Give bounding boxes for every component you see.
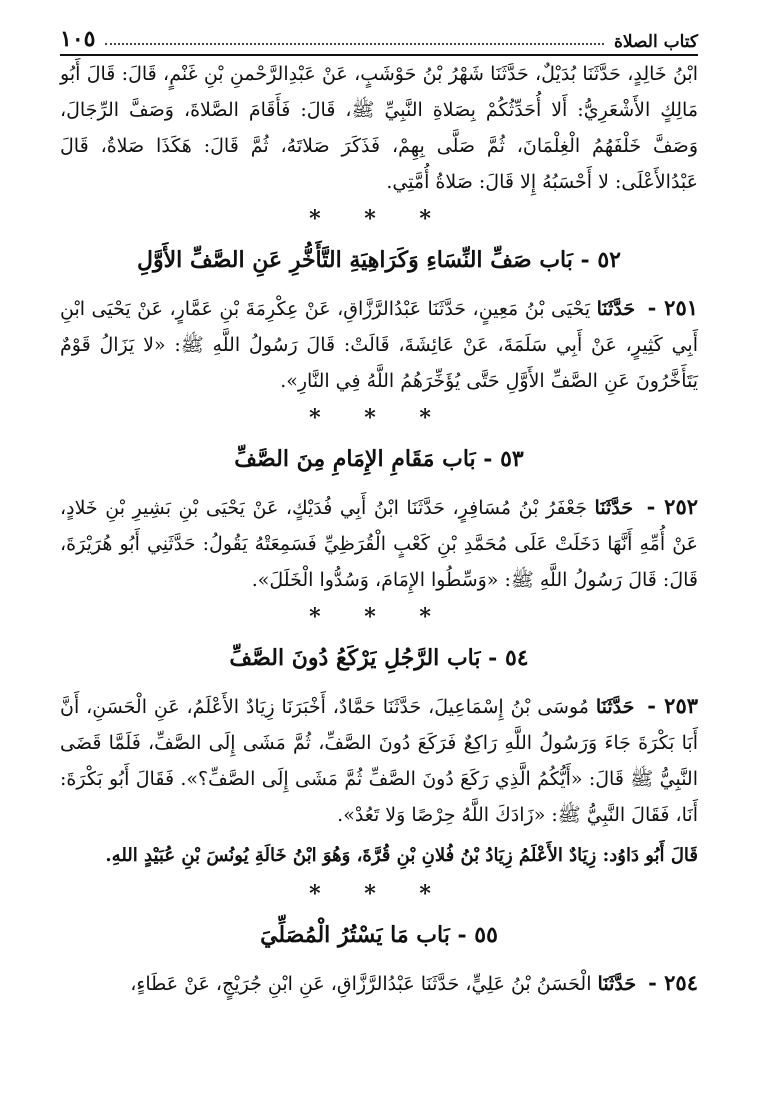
hadith-lead: حَدَّثَنَا bbox=[596, 298, 636, 320]
hadith-lead: حَدَّثَنَا bbox=[595, 696, 635, 718]
header-dotted-leader bbox=[105, 43, 604, 45]
chapter-heading-53: ٥٣ - بَاب مَقَامِ الإِمَامِ مِنَ الصَّفِّ bbox=[234, 446, 524, 472]
section-separator: * * * bbox=[309, 405, 449, 431]
hadith-number: ٢٥٤ - bbox=[648, 970, 698, 995]
section-separator: * * * bbox=[309, 881, 449, 907]
paragraph-continued: ابْنُ خَالِدٍ، حَدَّثَنَا بُدَيْلٌ، حَدَّثَنَا شَهْرُ بْنُ حَوْشَبٍ، عَنْ عَبْدِالرَّحْمنِ بْنِ غَنْمٍ، قَالَ: قَالَ أَبُو مَالِكٍ الأَشْعَرِيُّ: أَلا أُحَدِّثُكُمْ بِصَلاةِ النَّبِيِّ ﷺ، قَالَ: فَأَقَامَ الصَّلاةَ، وَصَفَّ الرِّجَالَ، وَصَفَّ خَلْفَهُمُ الْغِلْمَانَ، ثُمَّ صَلَّى بِهِمْ، فَذَكَرَ صَلاتَهُ، ثُمَّ قَالَ: هَكَذَا صَلاةُ، قَالَ عَبْدُالأَعْلَى: لا أَحْسَبُهُ إِلا قَالَ: صَلاةُ أُمَّتِي. bbox=[60, 63, 698, 193]
page-body bbox=[60, 56, 698, 1002]
hadith-number: ٢٥١ - bbox=[647, 295, 699, 320]
chapter-heading-52: ٥٢ - بَاب صَفِّ النِّسَاءِ وَكَرَاهِيَةِ التَّأَخُّرِ عَنِ الصَّفِّ الأَوَّلِ bbox=[137, 247, 621, 273]
hadith-text: يَحْيَى بْنُ مَعِينٍ، حَدَّثَنَا عَبْدُالرَّزَّاقِ، عَنْ عِكْرِمَةَ بْنِ عَمَّارٍ، عَنْ يَحْيَى ابْنِ أَبِي كَثِيرٍ، عَنْ أَبِي سَلَمَةَ، عَنْ عَائِشَةَ، قَالَتْ: قَالَ رَسُولُ اللَّهِ ﷺ: «لا يَزَالُ قَوْمٌ يَتَأَخَّرُونَ عَنِ الصَّفِّ الأَوَّلِ حَتَّى يُؤَخِّرَهُمُ اللَّهُ فِي النَّارِ». bbox=[60, 298, 698, 392]
hadith-lead: حَدَّثَنَا bbox=[597, 973, 637, 995]
hadith-text: مُوسَى بْنُ إِسْمَاعِيلَ، حَدَّثَنَا حَمَّادٌ، أَخْبَرَنَا زِيَادٌ الأَعْلَمُ، عَنِ الْحَسَنِ، أَنَّ أَبَا بَكْرَةَ جَاءَ وَرَسُولُ اللَّهِ رَاكِعٌ فَرَكَعَ دُونَ الصَّفِّ، ثُمَّ مَشَى إِلَى الصَّفِّ، فَلَمَّا قَضَى النَّبِيُّ ﷺ قَالَ: «أَيُّكُمُ الَّذِي رَكَعَ دُونَ الصَّفِّ ثُمَّ مَشَى إِلَى الصَّفِّ؟». فَقَالَ أَبُو بَكْرَةَ: أَنَا، فَقَالَ النَّبِيُّ ﷺ: «زَادَكَ اللَّهُ حِرْصًا وَلا تَعُدْ». bbox=[60, 696, 698, 826]
author-note bbox=[60, 839, 698, 873]
hadith-251 bbox=[60, 290, 698, 399]
hadith-text: الْحَسَنُ بْنُ عَلِيٍّ، حَدَّثَنَا عَبْدُالرَّزَّاقِ، عَنِ ابْنِ جُرَيْجٍ، عَنْ عَطَاءٍ، bbox=[130, 973, 592, 995]
section-separator: * * * bbox=[309, 206, 449, 232]
note-text: زِيَادٌ الأَعْلَمُ زِيَادُ بْنُ فُلانِ بْنِ قُرَّةَ، وَهُوَ ابْنُ خَالَةِ يُونُسَ بْنِ عُبَيْدٍ اللهِ. bbox=[105, 845, 597, 866]
hadith-254 bbox=[60, 965, 698, 1002]
page-number: ١٠٥ bbox=[60, 26, 96, 52]
hadith-253 bbox=[60, 688, 698, 833]
hadith-text: جَعْفَرُ بْنُ مُسَافِرٍ، حَدَّثَنَا ابْنُ أَبِي فُدَيْكٍ، عَنْ يَحْيَى بْنِ بَشِيرِ بْنِ خَلادٍ، عَنْ أُمِّهِ أَنَّهَا دَخَلَتْ عَلَى مُحَمَّدِ بْنِ كَعْبٍ الْقُرَظِيِّ فَسَمِعَتْهُ يَقُولُ: حَدَّثَنِي أَبُو هُرَيْرَةَ، قَالَ: قَالَ رَسُولُ اللَّهِ ﷺ: «وَسِّطُوا الإِمَامَ، وَسُدُّوا الْخَلَلَ». bbox=[60, 497, 698, 591]
hadith-lead: حَدَّثَنَا bbox=[594, 497, 634, 519]
section-separator: * * * bbox=[309, 604, 449, 630]
page-header bbox=[60, 16, 698, 56]
hadith-number: ٢٥٢ - bbox=[646, 494, 699, 519]
hadith-number: ٢٥٣ - bbox=[647, 693, 699, 718]
book-title: كتاب الصلاة bbox=[613, 32, 698, 52]
hadith-252 bbox=[60, 489, 698, 598]
chapter-heading-54: ٥٤ - بَاب الرَّجُلِ يَرْكَعُ دُونَ الصَّفِّ bbox=[229, 645, 529, 671]
chapter-heading-55: ٥٥ - بَاب مَا يَسْتُرُ الْمُصَلِّيَ bbox=[260, 922, 498, 948]
note-lead: قَالَ أَبُو دَاوُد: bbox=[602, 845, 698, 866]
